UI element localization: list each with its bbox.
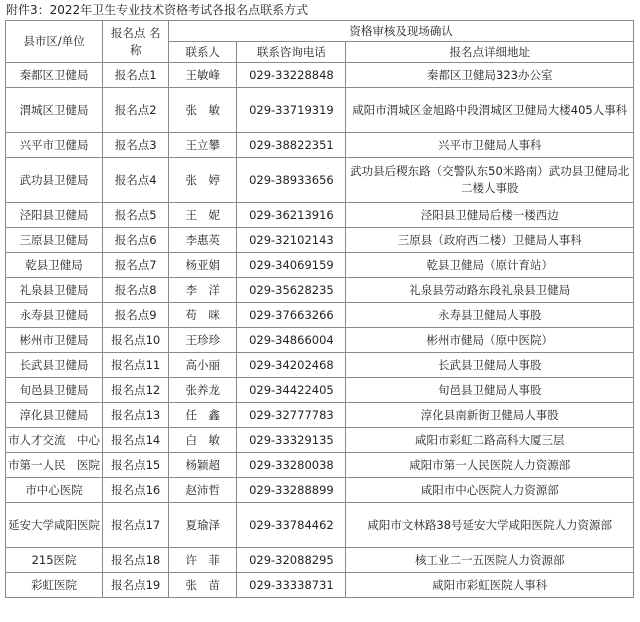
cell-unit: 市人才交流 中心 — [6, 428, 103, 453]
cell-address: 长武县卫健局人事股 — [346, 353, 634, 378]
cell-unit: 彩虹医院 — [6, 573, 103, 598]
cell-point: 报名点3 — [103, 133, 169, 158]
cell-address: 咸阳市彩虹二路高科大厦三层 — [346, 428, 634, 453]
cell-point: 报名点12 — [103, 378, 169, 403]
cell-unit: 市第一人民 医院 — [6, 453, 103, 478]
cell-phone: 029-38822351 — [237, 133, 346, 158]
cell-contact: 张 婷 — [169, 158, 237, 203]
cell-contact: 王立攀 — [169, 133, 237, 158]
cell-point: 报名点14 — [103, 428, 169, 453]
cell-phone: 029-33338731 — [237, 573, 346, 598]
cell-contact: 夏瑜泽 — [169, 503, 237, 548]
cell-contact: 王珍珍 — [169, 328, 237, 353]
cell-unit: 武功县卫健局 — [6, 158, 103, 203]
cell-contact: 王 妮 — [169, 203, 237, 228]
cell-point: 报名点17 — [103, 503, 169, 548]
table-row — [6, 278, 634, 303]
cell-point: 报名点2 — [103, 88, 169, 133]
cell-address: 淳化县南新街卫健局人事股 — [346, 403, 634, 428]
cell-address: 乾县卫健局（原计育站） — [346, 253, 634, 278]
cell-contact: 任 鑫 — [169, 403, 237, 428]
table-row — [6, 228, 634, 253]
cell-unit: 兴平市卫健局 — [6, 133, 103, 158]
table-row — [6, 158, 634, 203]
cell-contact: 白 敏 — [169, 428, 237, 453]
cell-address: 彬州市健局（原中医院） — [346, 328, 634, 353]
cell-address: 旬邑县卫健局人事股 — [346, 378, 634, 403]
cell-address: 咸阳市彩虹医院人事科 — [346, 573, 634, 598]
table-row — [6, 453, 634, 478]
cell-point: 报名点11 — [103, 353, 169, 378]
cell-contact: 张养龙 — [169, 378, 237, 403]
cell-contact: 张 敏 — [169, 88, 237, 133]
cell-point: 报名点18 — [103, 548, 169, 573]
cell-point: 报名点13 — [103, 403, 169, 428]
cell-phone: 029-38933656 — [237, 158, 346, 203]
cell-unit: 市中心医院 — [6, 478, 103, 503]
cell-unit: 淳化县卫健局 — [6, 403, 103, 428]
cell-address: 永寿县卫健局人事股 — [346, 303, 634, 328]
cell-unit: 长武县卫健局 — [6, 353, 103, 378]
table-body — [6, 63, 634, 598]
cell-phone: 029-33228848 — [237, 63, 346, 88]
cell-address: 兴平市卫健局人事科 — [346, 133, 634, 158]
cell-unit: 永寿县卫健局 — [6, 303, 103, 328]
cell-point: 报名点16 — [103, 478, 169, 503]
cell-phone: 029-33288899 — [237, 478, 346, 503]
cell-address: 秦都区卫健局323办公室 — [346, 63, 634, 88]
cell-point: 报名点4 — [103, 158, 169, 203]
cell-unit: 旬邑县卫健局 — [6, 378, 103, 403]
cell-point: 报名点6 — [103, 228, 169, 253]
cell-unit: 礼泉县卫健局 — [6, 278, 103, 303]
cell-point: 报名点19 — [103, 573, 169, 598]
cell-address: 三原县（政府西二楼）卫健局人事科 — [346, 228, 634, 253]
cell-point: 报名点1 — [103, 63, 169, 88]
table-row — [6, 573, 634, 598]
table-row — [6, 88, 634, 133]
cell-point: 报名点5 — [103, 203, 169, 228]
table-row — [6, 328, 634, 353]
cell-contact: 张 苗 — [169, 573, 237, 598]
table-row — [6, 203, 634, 228]
cell-unit: 乾县卫健局 — [6, 253, 103, 278]
cell-unit: 渭城区卫健局 — [6, 88, 103, 133]
cell-unit: 泾阳县卫健局 — [6, 203, 103, 228]
cell-unit: 215医院 — [6, 548, 103, 573]
header-unit: 县市区/单位 — [6, 21, 103, 63]
document-caption: 附件3：2022年卫生专业技术资格考试各报名点联系方式 — [6, 3, 309, 17]
cell-point: 报名点7 — [103, 253, 169, 278]
cell-unit: 秦都区卫健局 — [6, 63, 103, 88]
cell-phone: 029-36213916 — [237, 203, 346, 228]
header-contact: 联系人 — [169, 42, 237, 63]
header-phone: 联系咨询电话 — [237, 42, 346, 63]
table-row — [6, 503, 634, 548]
cell-contact: 杨亚娟 — [169, 253, 237, 278]
table-row — [6, 353, 634, 378]
table-row — [6, 478, 634, 503]
cell-contact: 苟 咪 — [169, 303, 237, 328]
cell-phone: 029-34069159 — [237, 253, 346, 278]
cell-phone: 029-35628235 — [237, 278, 346, 303]
cell-address: 武功县后稷东路（交警队东50米路南）武功县卫健局北二楼人事股 — [346, 158, 634, 203]
cell-phone: 029-33329135 — [237, 428, 346, 453]
cell-phone: 029-33719319 — [237, 88, 346, 133]
registration-table — [5, 20, 634, 598]
cell-contact: 高小丽 — [169, 353, 237, 378]
cell-address: 咸阳市中心医院人力资源部 — [346, 478, 634, 503]
cell-point: 报名点15 — [103, 453, 169, 478]
table-row — [6, 63, 634, 88]
table-row — [6, 548, 634, 573]
header-point: 报名点 名称 — [103, 21, 169, 63]
cell-contact: 赵沛哲 — [169, 478, 237, 503]
cell-address: 核工业二一五医院人力资源部 — [346, 548, 634, 573]
cell-phone: 029-33280038 — [237, 453, 346, 478]
table-row — [6, 133, 634, 158]
table-header — [6, 21, 634, 63]
table-row — [6, 428, 634, 453]
cell-phone: 029-33784462 — [237, 503, 346, 548]
cell-address: 咸阳市文林路38号延安大学咸阳医院人力资源部 — [346, 503, 634, 548]
cell-contact: 杨颖超 — [169, 453, 237, 478]
cell-address: 礼泉县劳动路东段礼泉县卫健局 — [346, 278, 634, 303]
header-group: 资格审核及现场确认 — [169, 21, 634, 42]
cell-point: 报名点9 — [103, 303, 169, 328]
cell-contact: 王敏峰 — [169, 63, 237, 88]
cell-phone: 029-34202468 — [237, 353, 346, 378]
cell-point: 报名点10 — [103, 328, 169, 353]
cell-address: 咸阳市渭城区金旭路中段渭城区卫健局大楼405人事科 — [346, 88, 634, 133]
cell-phone: 029-32102143 — [237, 228, 346, 253]
cell-unit: 三原县卫健局 — [6, 228, 103, 253]
table-row — [6, 403, 634, 428]
table-row — [6, 303, 634, 328]
cell-point: 报名点8 — [103, 278, 169, 303]
cell-phone: 029-34422405 — [237, 378, 346, 403]
cell-unit: 延安大学咸阳医院 — [6, 503, 103, 548]
cell-unit: 彬州市卫健局 — [6, 328, 103, 353]
cell-contact: 李 洋 — [169, 278, 237, 303]
header-address: 报名点详细地址 — [346, 42, 634, 63]
table-row — [6, 378, 634, 403]
cell-address: 咸阳市第一人民医院人力资源部 — [346, 453, 634, 478]
cell-phone: 029-34866004 — [237, 328, 346, 353]
cell-phone: 029-37663266 — [237, 303, 346, 328]
cell-address: 泾阳县卫健局后楼一楼西边 — [346, 203, 634, 228]
cell-phone: 029-32088295 — [237, 548, 346, 573]
table-row — [6, 253, 634, 278]
cell-contact: 李惠英 — [169, 228, 237, 253]
cell-phone: 029-32777783 — [237, 403, 346, 428]
cell-contact: 许 菲 — [169, 548, 237, 573]
